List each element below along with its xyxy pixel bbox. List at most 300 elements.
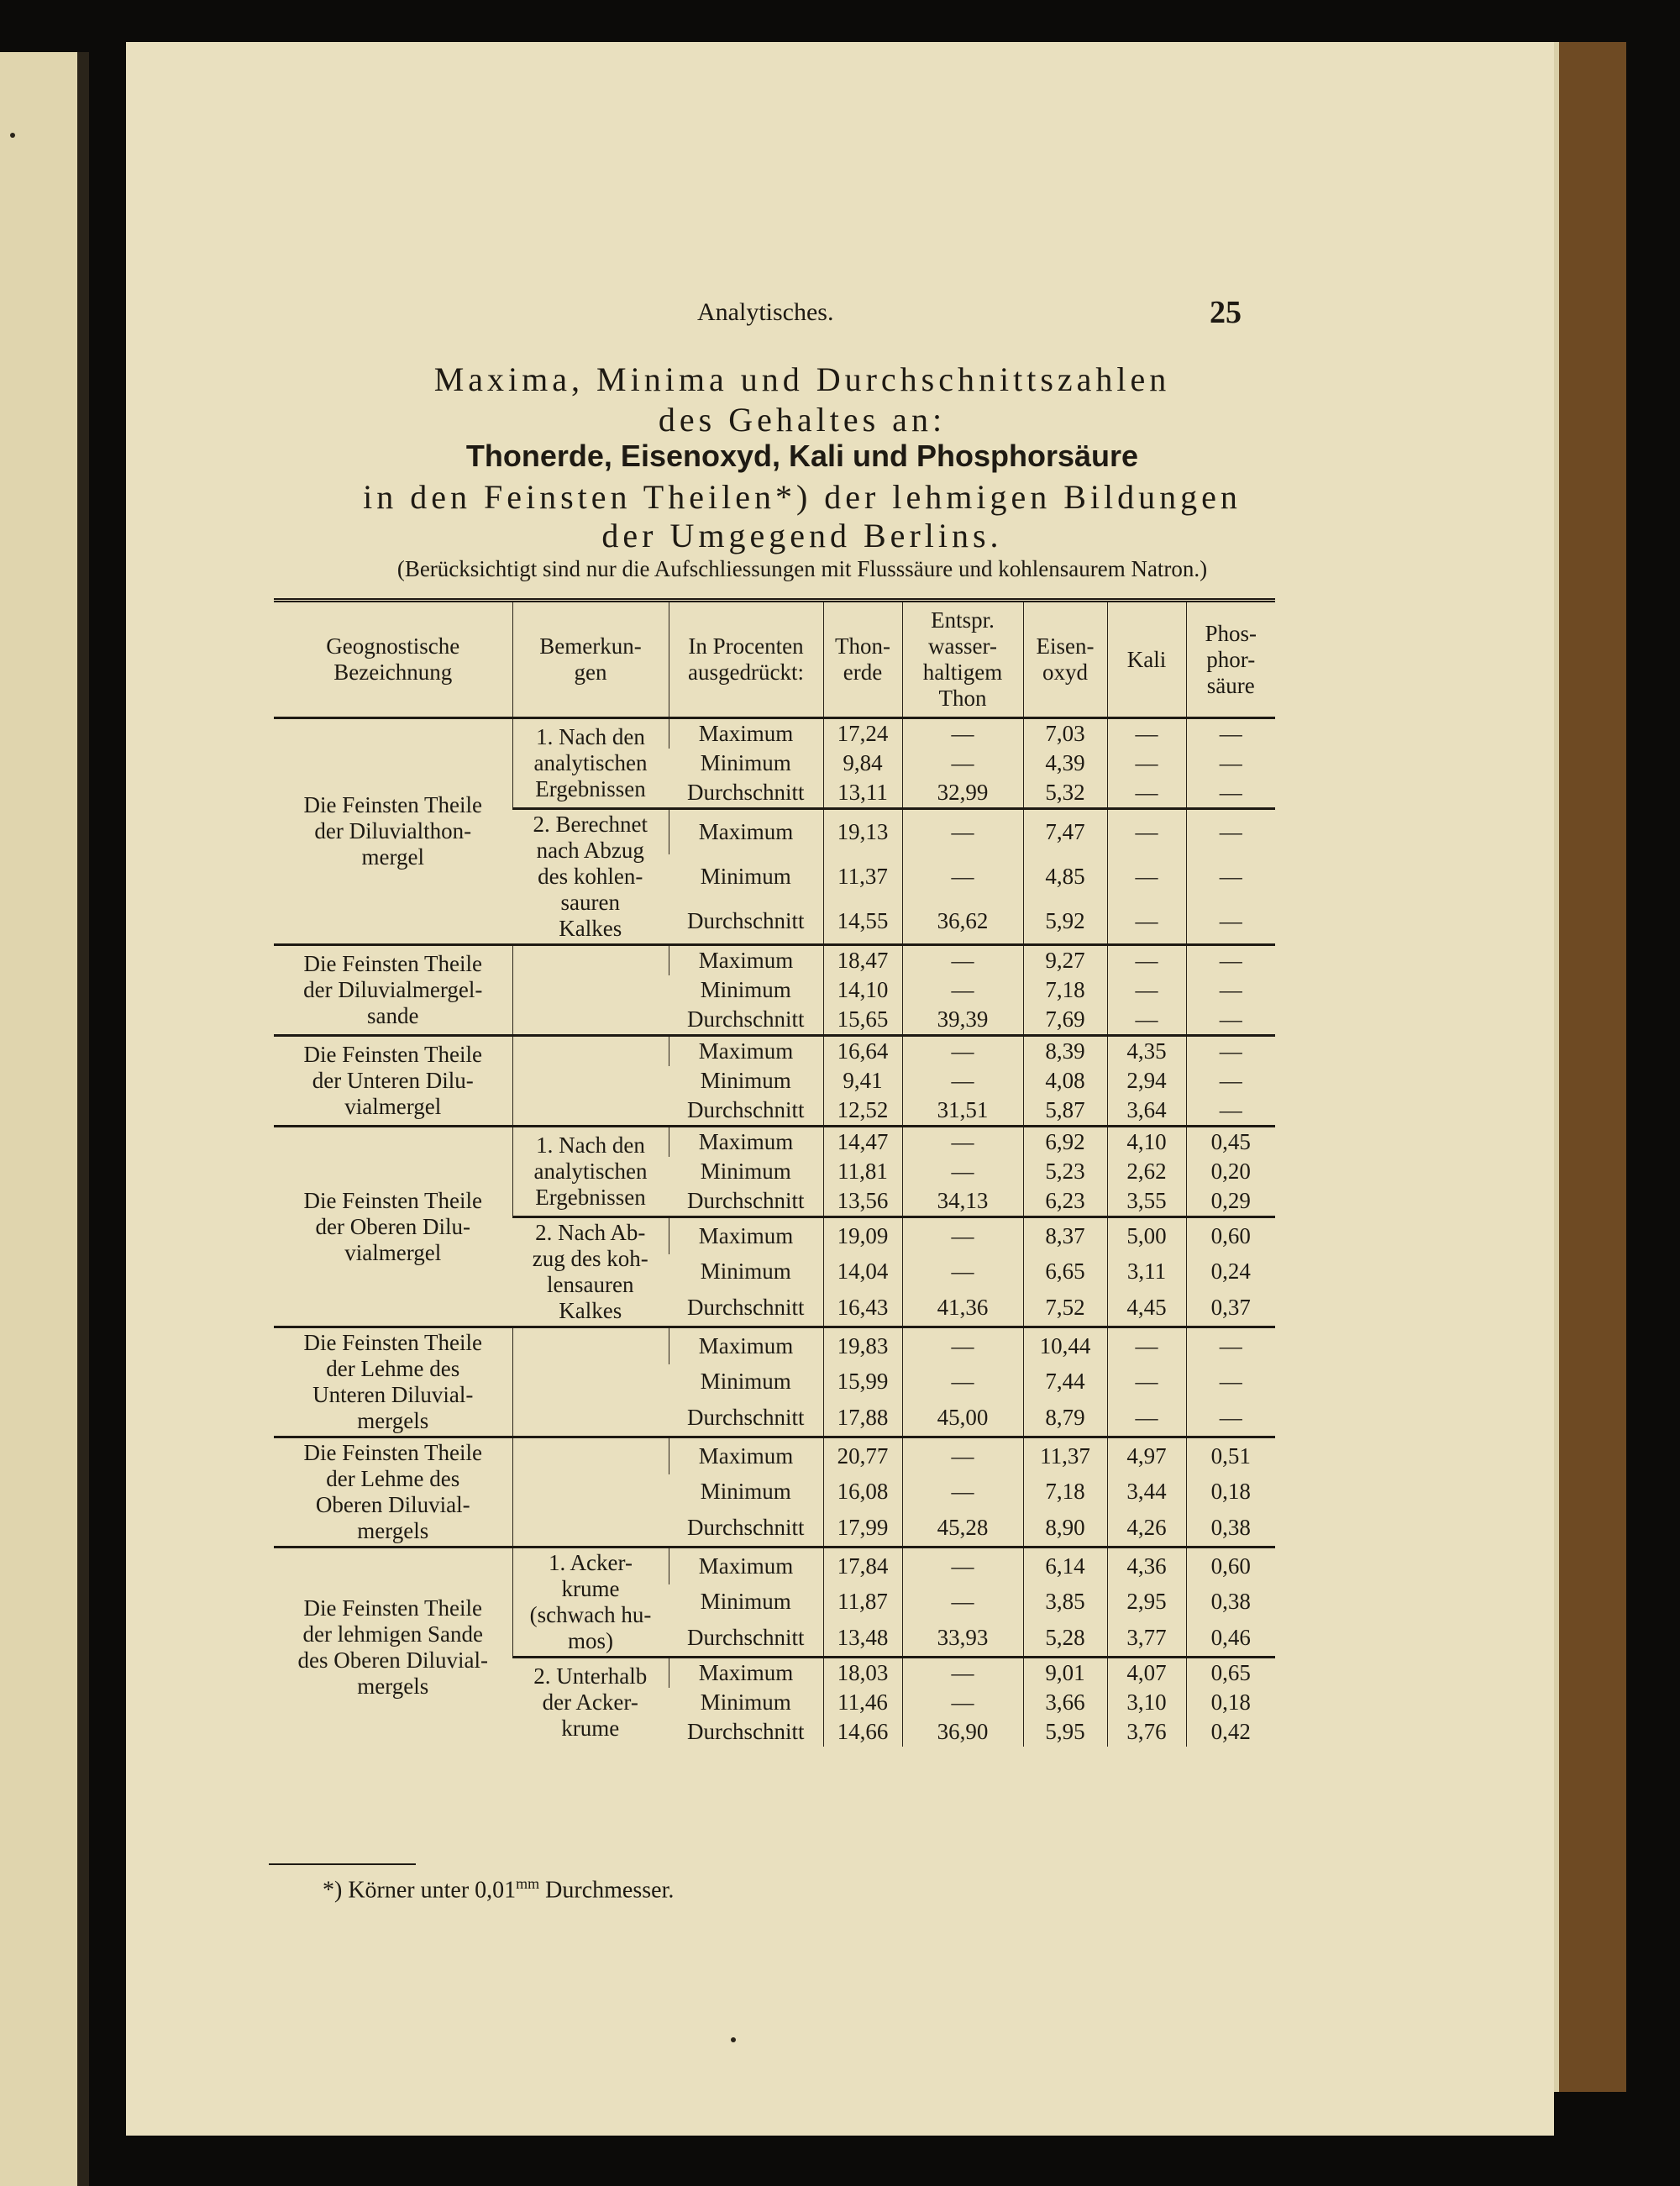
remark-cell xyxy=(512,945,669,1036)
cell-thon: 36,90 xyxy=(902,1717,1023,1747)
column-header-0 xyxy=(274,601,512,718)
cell-thon: — xyxy=(902,1327,1023,1364)
cell-thon: — xyxy=(902,718,1023,749)
designation-line: mergels xyxy=(357,1518,429,1543)
designation-cell xyxy=(274,718,512,945)
title-line-4: in den Feinsten Theilen*) der lehmigen Bildungen xyxy=(363,478,1242,516)
cell-thon: — xyxy=(902,1474,1023,1510)
cell-kali: — xyxy=(1107,778,1186,809)
designation-line: der Diluvialthon- xyxy=(314,818,472,843)
footnote-unit: mm xyxy=(516,1875,540,1892)
designation-line: Oberen Diluvial- xyxy=(315,1492,470,1517)
remark-cell xyxy=(512,1327,669,1437)
column-header-text-line: Thon- xyxy=(835,633,890,659)
designation-line: der Lehme des xyxy=(326,1466,460,1491)
cell-thon: — xyxy=(902,749,1023,778)
footnote-marker: *) xyxy=(323,1877,343,1904)
column-header-text xyxy=(1027,633,1104,686)
cell-thonerde: 16,08 xyxy=(823,1474,902,1510)
remark-cell xyxy=(512,718,669,809)
remark-line: krume xyxy=(561,1576,620,1601)
cell-phosphorsaeure: 0,18 xyxy=(1186,1688,1275,1717)
column-header-text-line: Entspr. xyxy=(931,607,995,633)
table-header-row xyxy=(274,601,1275,718)
cell-thonerde: 14,10 xyxy=(823,975,902,1005)
designation-line: Die Feinsten Theile xyxy=(303,1595,482,1621)
designation-cell xyxy=(274,1437,512,1548)
designation-line: vialmergel xyxy=(344,1239,442,1265)
cell-kali: 4,26 xyxy=(1107,1510,1186,1547)
cell-thonerde: 9,84 xyxy=(823,749,902,778)
cell-eisenoxyd: 4,08 xyxy=(1023,1066,1107,1096)
cell-phosphorsaeure: — xyxy=(1186,1400,1275,1437)
designation-cell xyxy=(274,1327,512,1437)
column-header-text-line: haltigem xyxy=(922,659,1003,685)
cell-eisenoxyd: 3,85 xyxy=(1023,1584,1107,1620)
cell-thonerde: 14,04 xyxy=(823,1254,902,1290)
column-header-text-line: In Procenten xyxy=(688,633,804,659)
cell-kali: 4,36 xyxy=(1107,1548,1186,1584)
title-note: (Berücksichtigt sind nur die Aufschliessungen mit Flusssäure und kohlensaurem Natron.) xyxy=(396,556,1208,581)
designation-line: der lehmigen Sande xyxy=(302,1621,483,1647)
cell-thon: 41,36 xyxy=(902,1290,1023,1327)
cell-expression: Maximum xyxy=(669,1548,823,1584)
cell-expression: Durchschnitt xyxy=(687,1097,805,1122)
cell-thonerde: 14,66 xyxy=(823,1717,902,1747)
designation xyxy=(277,1188,509,1266)
cell-thon: — xyxy=(902,1036,1023,1067)
cell-phosphorsaeure: 0,51 xyxy=(1186,1437,1275,1474)
cell-phosphorsaeure: — xyxy=(1186,749,1275,778)
cell-eisenoxyd: 8,39 xyxy=(1023,1036,1107,1067)
remark-cell xyxy=(512,1127,669,1217)
cell-kali: 3,10 xyxy=(1107,1688,1186,1717)
cell-eisenoxyd: 5,23 xyxy=(1023,1157,1107,1186)
cell-expression: Minimum xyxy=(700,1589,791,1615)
cell-kali: 4,45 xyxy=(1107,1290,1186,1327)
remark-line: Ergebnissen xyxy=(535,1185,646,1210)
cell-eisenoxyd: 4,39 xyxy=(1023,749,1107,778)
cell-kali: 4,35 xyxy=(1107,1036,1186,1067)
cell-expression: Maximum xyxy=(669,945,823,976)
cell-phosphorsaeure: — xyxy=(1186,854,1275,899)
column-header-text xyxy=(673,633,820,686)
cell-thonerde: 19,13 xyxy=(823,809,902,855)
cell-eisenoxyd: 7,44 xyxy=(1023,1364,1107,1400)
cell-thonerde: 17,84 xyxy=(823,1548,902,1584)
remark-cell xyxy=(512,1036,669,1127)
designation-line: vialmergel xyxy=(344,1094,442,1119)
table-body xyxy=(274,718,1275,1747)
cell-kali: 2,94 xyxy=(1107,1066,1186,1096)
cell-thon: — xyxy=(902,1688,1023,1717)
cell-kali: 3,77 xyxy=(1107,1620,1186,1657)
column-header-5 xyxy=(1023,601,1107,718)
column-header-text-line: säure xyxy=(1206,672,1255,698)
column-header-1 xyxy=(512,601,669,718)
column-header-text-line: gen xyxy=(574,659,607,685)
designation-line: der Diluvialmergel- xyxy=(303,977,483,1002)
cell-thonerde: 17,88 xyxy=(823,1400,902,1437)
remark-line: krume xyxy=(561,1716,620,1741)
cell-expression: Maximum xyxy=(669,809,823,855)
designation-line: Die Feinsten Theile xyxy=(303,1187,482,1213)
cell-expression: Maximum xyxy=(669,1327,823,1364)
remark-line: Kalkes xyxy=(559,1298,622,1323)
column-header-text xyxy=(827,633,899,686)
cell-phosphorsaeure: — xyxy=(1186,778,1275,809)
designation-line: der Unteren Dilu- xyxy=(312,1068,474,1093)
cell-thon: 45,00 xyxy=(902,1400,1023,1437)
remark-line: 1. Acker- xyxy=(549,1550,633,1575)
designation xyxy=(277,792,509,870)
remark-line: 2. Nach Ab- xyxy=(535,1220,646,1245)
title-line-2: des Gehaltes an: xyxy=(658,401,947,439)
cell-expression: Maximum xyxy=(669,1036,823,1067)
cell-eisenoxyd: 7,18 xyxy=(1023,1474,1107,1510)
designation-line: der Oberen Dilu- xyxy=(315,1213,470,1239)
cell-phosphorsaeure: 0,18 xyxy=(1186,1474,1275,1510)
remark-line: sauren xyxy=(560,890,620,915)
remark-line: zug des koh- xyxy=(532,1246,648,1271)
cell-thonerde: 11,81 xyxy=(823,1157,902,1186)
cell-phosphorsaeure: — xyxy=(1186,718,1275,749)
book-gutter xyxy=(77,52,89,2186)
data-table-container xyxy=(274,598,1275,1747)
speck xyxy=(10,133,15,138)
cell-eisenoxyd: 7,18 xyxy=(1023,975,1107,1005)
column-header-3 xyxy=(823,601,902,718)
remark xyxy=(517,1132,665,1211)
column-header-4 xyxy=(902,601,1023,718)
remark-cell xyxy=(512,1217,669,1327)
cell-expression: Durchschnitt xyxy=(687,1295,805,1321)
cell-eisenoxyd: 5,28 xyxy=(1023,1620,1107,1657)
designation-line: mergels xyxy=(357,1674,429,1699)
cell-eisenoxyd: 9,27 xyxy=(1023,945,1107,976)
designation-line: des Oberen Diluvial- xyxy=(297,1647,488,1673)
cell-thon: — xyxy=(902,1658,1023,1689)
cell-eisenoxyd: 6,65 xyxy=(1023,1254,1107,1290)
remark-line: der Acker- xyxy=(542,1689,638,1715)
cell-thonerde: 20,77 xyxy=(823,1437,902,1474)
cell-thon: 39,39 xyxy=(902,1005,1023,1036)
cell-eisenoxyd: 5,92 xyxy=(1023,899,1107,945)
cell-thon: — xyxy=(902,1254,1023,1290)
cell-thonerde: 16,64 xyxy=(823,1036,902,1067)
cell-thonerde: 14,47 xyxy=(823,1127,902,1158)
table-row xyxy=(274,1327,1275,1364)
cell-phosphorsaeure: 0,29 xyxy=(1186,1186,1275,1217)
cell-eisenoxyd: 8,37 xyxy=(1023,1217,1107,1254)
column-header-7 xyxy=(1186,601,1275,718)
remark-line: mos) xyxy=(568,1628,613,1653)
table-row xyxy=(274,945,1275,976)
remark-line: 1. Nach den xyxy=(536,1132,645,1158)
cell-kali: — xyxy=(1107,809,1186,855)
cell-thon: — xyxy=(902,945,1023,976)
footnote xyxy=(323,1875,674,1904)
remark xyxy=(516,1663,665,1742)
designation-line: Die Feinsten Theile xyxy=(303,792,482,817)
cell-kali: 3,64 xyxy=(1107,1096,1186,1127)
cell-kali: 3,44 xyxy=(1107,1474,1186,1510)
cell-thon: — xyxy=(902,854,1023,899)
cell-expression: Maximum xyxy=(669,1217,823,1254)
designation xyxy=(277,1042,509,1120)
cell-expression: Minimum xyxy=(700,1479,791,1505)
cell-eisenoxyd: 5,95 xyxy=(1023,1717,1107,1747)
cell-expression: Maximum xyxy=(669,1437,823,1474)
cell-expression: Minimum xyxy=(700,750,791,775)
cell-kali: 3,76 xyxy=(1107,1717,1186,1747)
cell-thon: — xyxy=(902,1066,1023,1096)
remark-line: Ergebnissen xyxy=(535,776,646,801)
page-number: 25 xyxy=(1210,295,1242,330)
column-header-text-line: ausgedrückt: xyxy=(688,659,804,685)
cell-expression: Minimum xyxy=(700,1159,791,1184)
cell-thonerde: 18,47 xyxy=(823,945,902,976)
cell-thon: — xyxy=(902,1364,1023,1400)
column-header-text-line: oxyd xyxy=(1042,659,1088,685)
cell-kali: — xyxy=(1107,854,1186,899)
cell-eisenoxyd: 3,66 xyxy=(1023,1688,1107,1717)
column-header-2 xyxy=(669,601,823,718)
cell-phosphorsaeure: 0,65 xyxy=(1186,1658,1275,1689)
column-header-text-line: Bezeichnung xyxy=(333,659,453,685)
remark xyxy=(516,1220,665,1324)
cell-kali: — xyxy=(1107,1400,1186,1437)
cell-eisenoxyd: 7,03 xyxy=(1023,718,1107,749)
cell-phosphorsaeure: — xyxy=(1186,1364,1275,1400)
column-header-6 xyxy=(1107,601,1186,718)
cell-thon: — xyxy=(902,1157,1023,1186)
cell-eisenoxyd: 6,14 xyxy=(1023,1548,1107,1584)
cell-eisenoxyd: 6,23 xyxy=(1023,1186,1107,1217)
column-header-text-line: Eisen- xyxy=(1036,633,1095,659)
cell-kali: 5,00 xyxy=(1107,1217,1186,1254)
designation xyxy=(277,1595,509,1700)
cell-phosphorsaeure: 0,37 xyxy=(1186,1290,1275,1327)
designation-cell xyxy=(274,1127,512,1327)
column-header-text-line: Geognostische xyxy=(326,633,460,659)
designation-line: sande xyxy=(367,1003,419,1028)
cell-phosphorsaeure: — xyxy=(1186,1066,1275,1096)
cell-thonerde: 13,48 xyxy=(823,1620,902,1657)
cell-expression: Minimum xyxy=(700,864,791,889)
cell-kali: 2,62 xyxy=(1107,1157,1186,1186)
cell-expression: Minimum xyxy=(700,1689,791,1715)
remark-cell xyxy=(512,1658,669,1747)
designation-line: mergels xyxy=(357,1408,429,1433)
designation-cell xyxy=(274,1036,512,1127)
speck xyxy=(731,2037,736,2042)
cell-eisenoxyd: 4,85 xyxy=(1023,854,1107,899)
title-line-1: Maxima, Minima und Durchschnittszahlen xyxy=(433,360,1171,398)
cell-thon: — xyxy=(902,1217,1023,1254)
cell-thonerde: 17,24 xyxy=(823,718,902,749)
left-page-edge xyxy=(0,52,80,2186)
cell-thonerde: 15,99 xyxy=(823,1364,902,1400)
table-row xyxy=(274,1127,1275,1158)
column-header-text-line: Kali xyxy=(1126,646,1167,672)
cell-phosphorsaeure: — xyxy=(1186,1036,1275,1067)
cell-kali: 4,07 xyxy=(1107,1658,1186,1689)
designation xyxy=(277,1440,509,1544)
remark-line: analytischen xyxy=(533,1159,648,1184)
cell-eisenoxyd: 7,47 xyxy=(1023,809,1107,855)
column-header-text xyxy=(517,633,665,686)
remark xyxy=(516,812,665,942)
remark-line: des kohlen- xyxy=(538,864,643,889)
cell-expression: Durchschnitt xyxy=(687,1719,805,1744)
remark xyxy=(517,724,665,802)
cell-eisenoxyd: 8,90 xyxy=(1023,1510,1107,1547)
designation-line: Die Feinsten Theile xyxy=(303,1440,482,1465)
cell-expression: Maximum xyxy=(669,718,823,749)
cell-thon: — xyxy=(902,1584,1023,1620)
column-header-text xyxy=(906,607,1020,712)
cell-kali: 2,95 xyxy=(1107,1584,1186,1620)
cell-thon: 33,93 xyxy=(902,1620,1023,1657)
remark-line: 2. Unterhalb xyxy=(533,1663,648,1689)
cell-thonerde: 19,83 xyxy=(823,1327,902,1364)
designation-cell xyxy=(274,1548,512,1747)
cell-eisenoxyd: 5,32 xyxy=(1023,778,1107,809)
remark xyxy=(517,1550,665,1654)
remark-line: analytischen xyxy=(533,750,648,775)
cell-kali: — xyxy=(1107,899,1186,945)
remark-line: 2. Berechnet xyxy=(533,812,648,837)
column-header-text-line: Thon xyxy=(938,686,987,711)
remark-line: (schwach hu- xyxy=(529,1602,652,1627)
cell-thonerde: 15,65 xyxy=(823,1005,902,1036)
cell-expression: Durchschnitt xyxy=(687,780,805,805)
designation-cell xyxy=(274,945,512,1036)
cell-expression: Durchschnitt xyxy=(687,1006,805,1032)
footnote-rule xyxy=(269,1863,416,1865)
cell-phosphorsaeure: 0,38 xyxy=(1186,1510,1275,1547)
remark-cell xyxy=(512,1548,669,1658)
cell-thonerde: 13,11 xyxy=(823,778,902,809)
table-row xyxy=(274,1437,1275,1474)
cell-expression: Minimum xyxy=(700,977,791,1002)
cell-thon: — xyxy=(902,1127,1023,1158)
cell-thonerde: 12,52 xyxy=(823,1096,902,1127)
designation xyxy=(277,951,509,1029)
cell-thonerde: 16,43 xyxy=(823,1290,902,1327)
cell-eisenoxyd: 6,92 xyxy=(1023,1127,1107,1158)
cell-kali: — xyxy=(1107,975,1186,1005)
cell-kali: 3,55 xyxy=(1107,1186,1186,1217)
cell-phosphorsaeure: 0,46 xyxy=(1186,1620,1275,1657)
cell-eisenoxyd: 10,44 xyxy=(1023,1327,1107,1364)
running-header: Analytisches. xyxy=(697,298,834,326)
cell-expression: Durchschnitt xyxy=(687,907,805,933)
cell-expression: Minimum xyxy=(700,1259,791,1285)
cell-kali: 4,97 xyxy=(1107,1437,1186,1474)
cell-thonerde: 11,87 xyxy=(823,1584,902,1620)
cell-thon: — xyxy=(902,975,1023,1005)
cell-phosphorsaeure: 0,45 xyxy=(1186,1127,1275,1158)
cell-phosphorsaeure: — xyxy=(1186,1096,1275,1127)
designation-line: Unteren Diluvial- xyxy=(312,1382,474,1407)
remark-cell xyxy=(512,1437,669,1548)
cell-thon: 31,51 xyxy=(902,1096,1023,1127)
column-header-text xyxy=(277,633,509,686)
cell-kali: — xyxy=(1107,1364,1186,1400)
column-header-text xyxy=(1190,621,1273,699)
cell-thonerde: 18,03 xyxy=(823,1658,902,1689)
column-header-text-line: phor- xyxy=(1206,646,1256,672)
cell-phosphorsaeure: — xyxy=(1186,899,1275,945)
cell-expression: Durchschnitt xyxy=(687,1515,805,1541)
cell-expression: Durchschnitt xyxy=(687,1405,805,1431)
cell-phosphorsaeure: 0,24 xyxy=(1186,1254,1275,1290)
cell-eisenoxyd: 8,79 xyxy=(1023,1400,1107,1437)
designation-line: der Lehme des xyxy=(326,1356,460,1381)
remark-cell xyxy=(512,809,669,945)
footnote-text: Körner unter 0,01 xyxy=(348,1877,517,1904)
cell-thon: — xyxy=(902,1548,1023,1584)
cell-kali: 3,11 xyxy=(1107,1254,1186,1290)
cell-expression: Maximum xyxy=(669,1658,823,1689)
column-header-text-line: Phos- xyxy=(1205,620,1257,646)
remark-line: lensauren xyxy=(547,1272,634,1297)
cell-phosphorsaeure: — xyxy=(1186,1327,1275,1364)
cell-phosphorsaeure: 0,20 xyxy=(1186,1157,1275,1186)
table-row xyxy=(274,1548,1275,1584)
cell-thonerde: 11,37 xyxy=(823,854,902,899)
footnote-suffix: Durchmesser. xyxy=(545,1877,675,1904)
cell-phosphorsaeure: — xyxy=(1186,975,1275,1005)
cell-thonerde: 11,46 xyxy=(823,1688,902,1717)
title-line-5: der Umgegend Berlins. xyxy=(601,517,1003,554)
remark-line: nach Abzug xyxy=(536,838,644,863)
cell-thonerde: 19,09 xyxy=(823,1217,902,1254)
cell-eisenoxyd: 5,87 xyxy=(1023,1096,1107,1127)
cell-phosphorsaeure: — xyxy=(1186,945,1275,976)
cell-thonerde: 14,55 xyxy=(823,899,902,945)
cell-phosphorsaeure: 0,38 xyxy=(1186,1584,1275,1620)
cell-phosphorsaeure: 0,60 xyxy=(1186,1548,1275,1584)
table-row xyxy=(274,718,1275,749)
cell-thonerde: 17,99 xyxy=(823,1510,902,1547)
cell-thonerde: 13,56 xyxy=(823,1186,902,1217)
data-table xyxy=(274,598,1275,1747)
remark-line: 1. Nach den xyxy=(536,724,645,749)
cell-expression: Minimum xyxy=(700,1068,791,1093)
cell-thon: — xyxy=(902,809,1023,855)
cell-expression: Minimum xyxy=(700,1369,791,1395)
cell-thon: 32,99 xyxy=(902,778,1023,809)
cell-eisenoxyd: 9,01 xyxy=(1023,1658,1107,1689)
cell-kali: — xyxy=(1107,945,1186,976)
cell-thon: — xyxy=(902,1437,1023,1474)
cell-eisenoxyd: 7,52 xyxy=(1023,1290,1107,1327)
remark-line: Kalkes xyxy=(559,916,622,941)
designation-line: Die Feinsten Theile xyxy=(303,951,482,976)
cell-kali: — xyxy=(1107,1327,1186,1364)
cell-kali: — xyxy=(1107,749,1186,778)
title-line-3: Thonerde, Eisenoxyd, Kali und Phosphorsäure xyxy=(465,439,1139,473)
column-header-text xyxy=(1111,647,1183,673)
designation-line: mergel xyxy=(361,844,424,870)
designation xyxy=(277,1330,509,1434)
cell-phosphorsaeure: 0,60 xyxy=(1186,1217,1275,1254)
column-header-text-line: erde xyxy=(843,659,883,685)
cell-phosphorsaeure: — xyxy=(1186,809,1275,855)
